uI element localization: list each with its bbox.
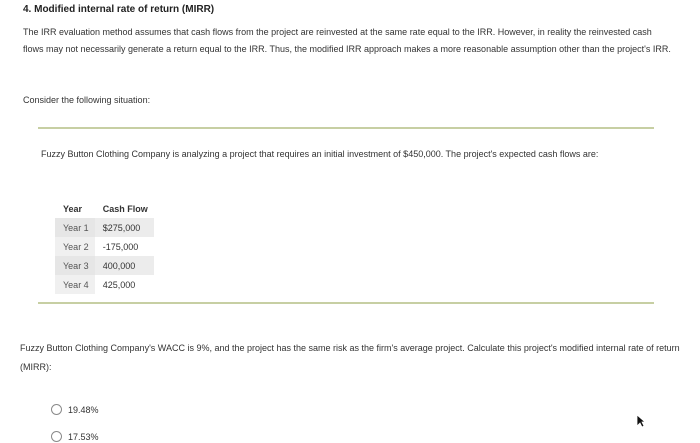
cash-flow-header: Cash Flow bbox=[102, 204, 148, 214]
intro-paragraph: The IRR evaluation method assumes that cash flows from the project are reinvested at the same rate equal to the IRR. However, in reality the reinvested cash flows may not necessarily generate a return equal to the IRR. Thus, the modified IRR approach makes a more reasonable assumption other than the project's IRR. bbox=[23, 27, 671, 54]
scenario-text: Fuzzy Button Clothing Company is analyzing a project that requires an initial investment of $450,000. The project's expected cash flows are: bbox=[41, 149, 599, 159]
year-header: Year bbox=[63, 204, 83, 214]
mouse-pointer-icon bbox=[636, 414, 646, 433]
radio-button[interactable] bbox=[51, 404, 62, 415]
cash-flow-cell: -175,000 bbox=[102, 241, 139, 252]
cash-flow-cell: 400,000 bbox=[95, 256, 154, 275]
radio-button[interactable] bbox=[51, 431, 62, 442]
year-cell: Year 2 bbox=[55, 237, 95, 256]
year-cell: Year 3 bbox=[55, 256, 95, 275]
cash-flow-cell: 425,000 bbox=[102, 279, 136, 290]
option-label: 17.53% bbox=[68, 431, 99, 442]
question-title: 4. Modified internal rate of return (MIRR) bbox=[23, 4, 215, 15]
table-row bbox=[55, 256, 154, 275]
table-row bbox=[55, 275, 154, 294]
option-label: 19.48% bbox=[68, 404, 99, 415]
answer-option-2[interactable] bbox=[51, 431, 99, 442]
year-cell: Year 4 bbox=[55, 275, 95, 294]
consider-text: Consider the following situation: bbox=[23, 95, 151, 105]
question-text: Fuzzy Button Clothing Company's WACC is 9%, and the project has the same risk as the firm's average project. Calculate this project's modified internal rate of return (MIRR): bbox=[20, 343, 680, 372]
cash-flow-table bbox=[55, 200, 154, 294]
table-row bbox=[55, 218, 154, 237]
table-row bbox=[55, 237, 154, 256]
scenario-box bbox=[38, 127, 654, 304]
year-cell: Year 1 bbox=[55, 218, 95, 237]
table-header-row bbox=[55, 200, 154, 218]
cash-flow-cell: $275,000 bbox=[95, 218, 154, 237]
answer-option-1[interactable] bbox=[51, 404, 99, 415]
